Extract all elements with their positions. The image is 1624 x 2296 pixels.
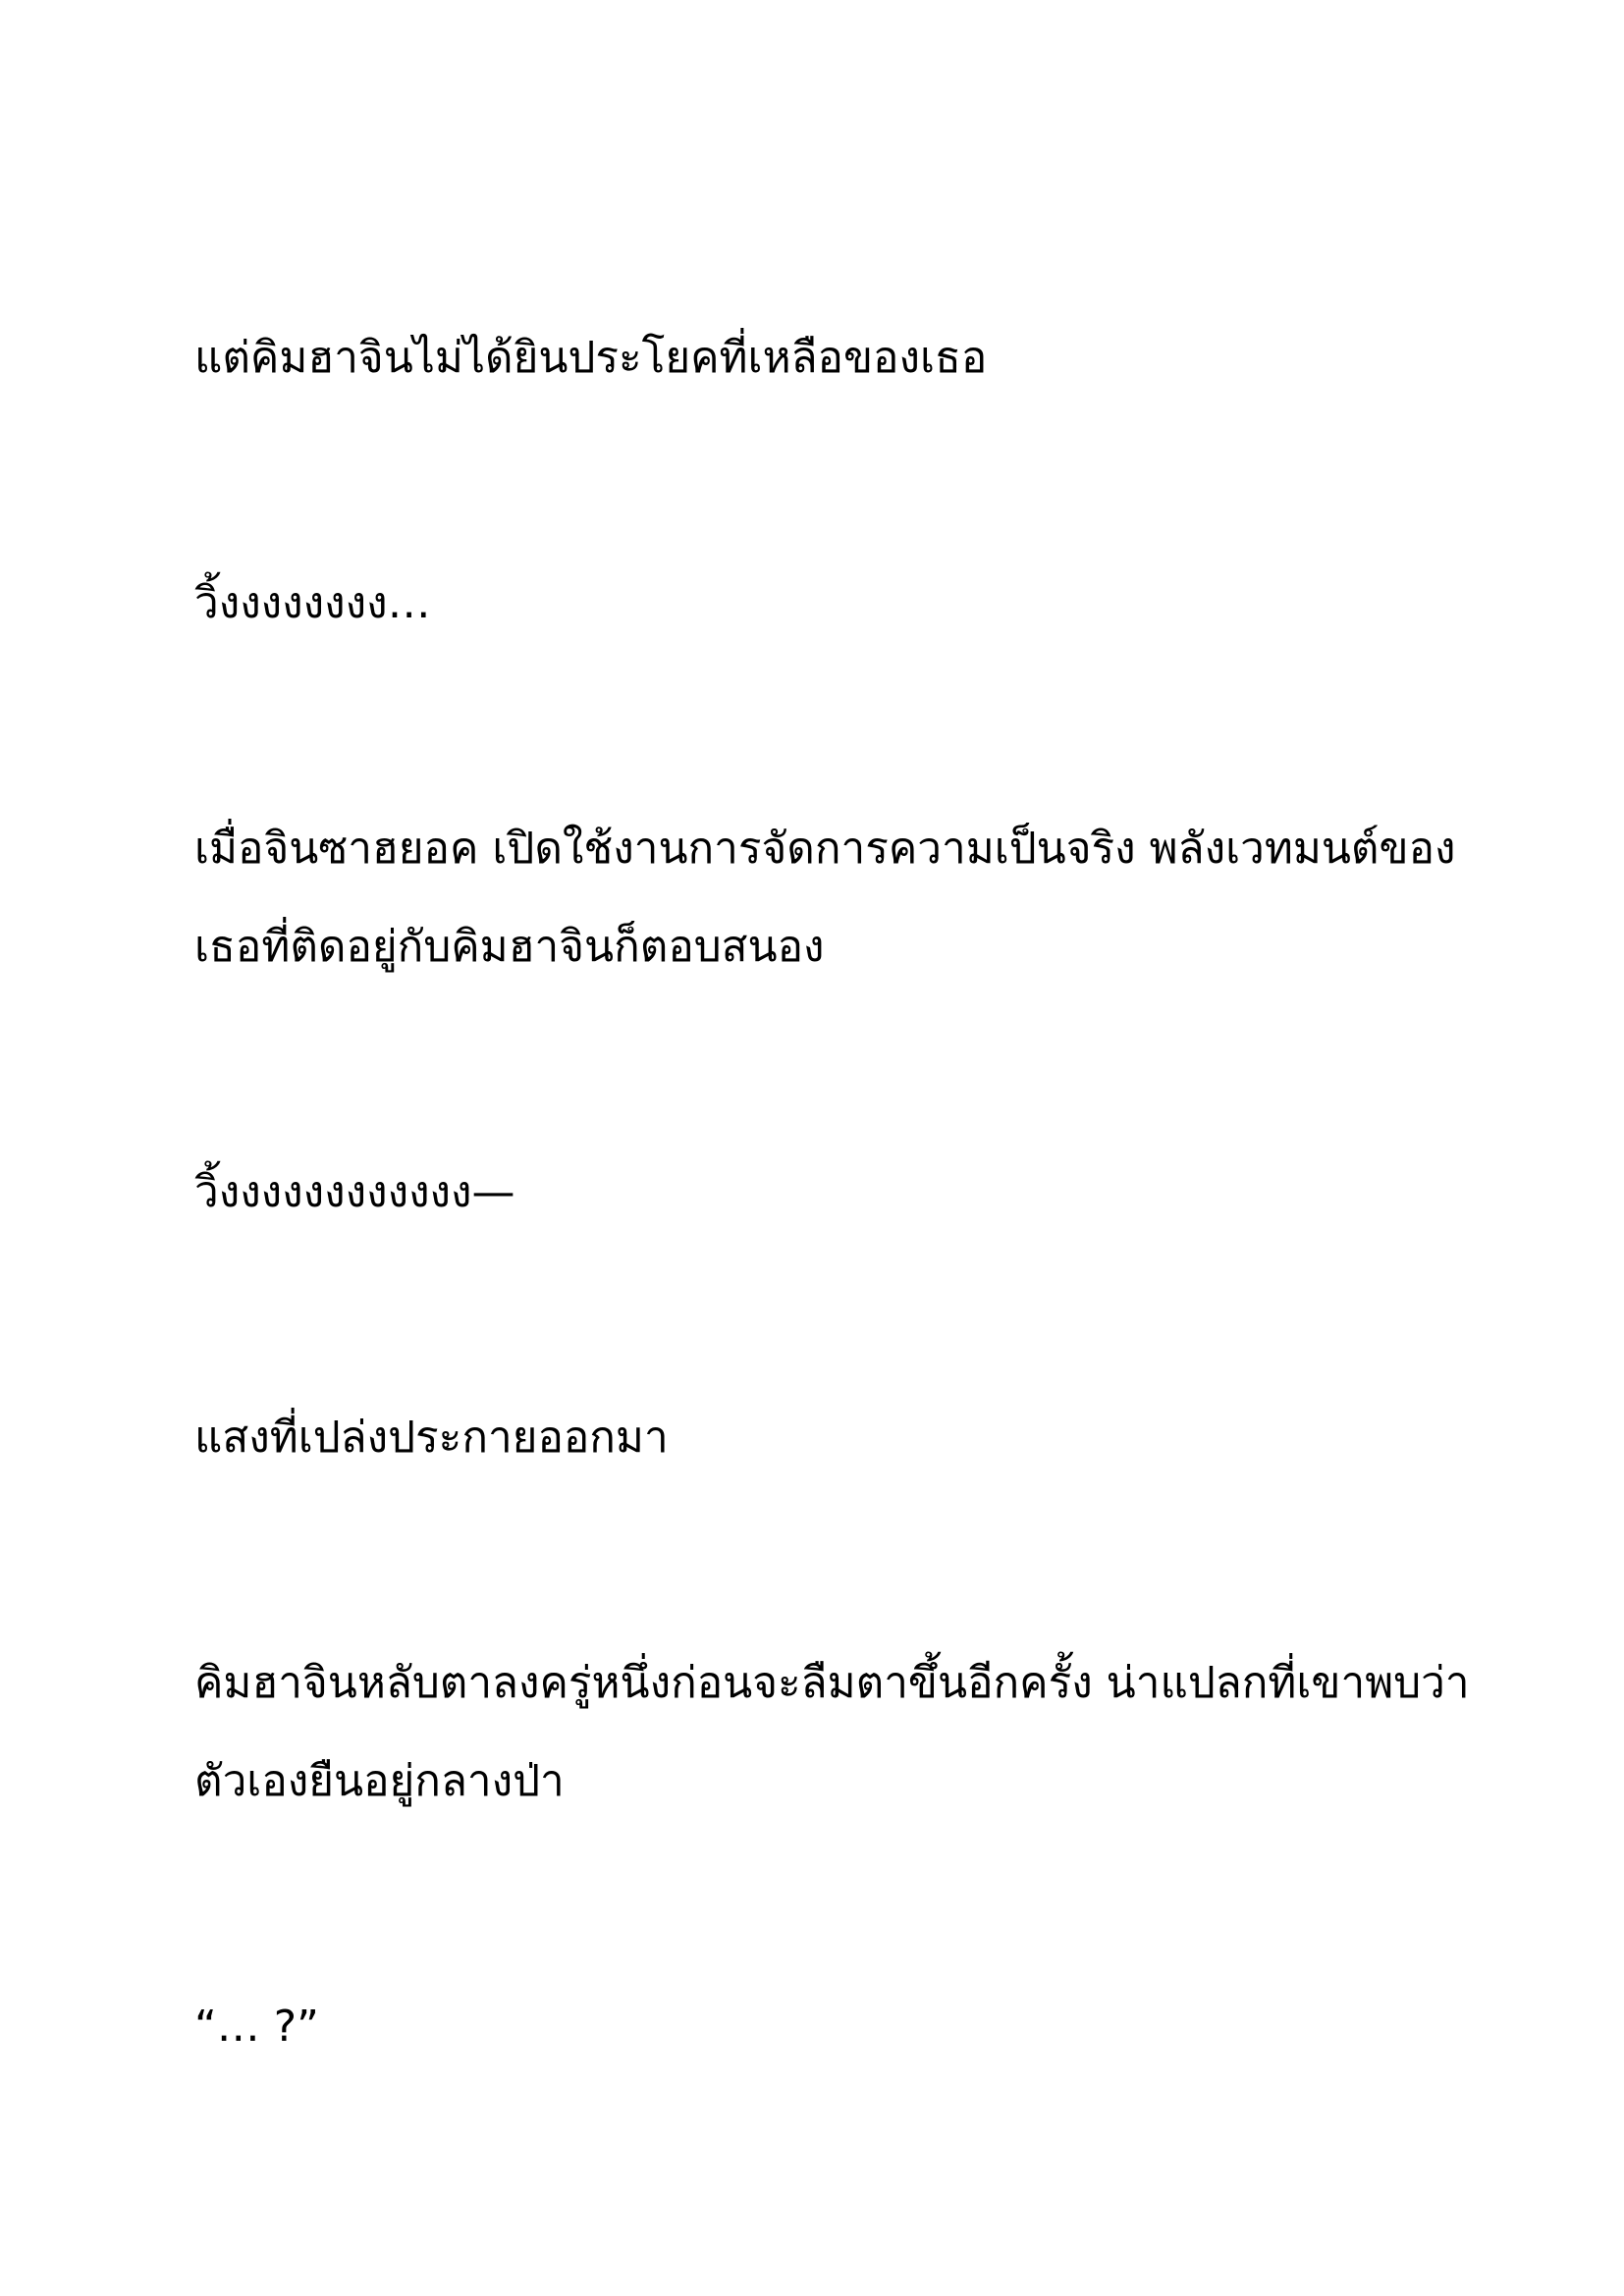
paragraph-line: เธอที่ติดอยู่กับคิมฮาจินก็ตอบสนอง	[194, 922, 825, 972]
paragraph-2	[194, 555, 1451, 653]
paragraph-line: วิ้งงงงงงงงงงงง—	[194, 1167, 515, 1217]
paragraph-line: ตัวเองยืนอยู่กลางป่า	[194, 1756, 565, 1806]
paragraph-line: คิมฮาจินหลับตาลงครู่หนึ่งก่อนจะลืมตาขึ้นอีกครั้ง น่าแปลกที่เขาพบว่า	[194, 1658, 1470, 1708]
paragraph-6	[194, 1634, 1470, 1831]
paragraph-line: แต่คิมฮาจินไม่ได้ยินประโยคที่เหลือของเธอ	[194, 333, 988, 383]
paragraph-line: “… ?”	[194, 2002, 319, 2052]
paragraph-1	[194, 309, 1451, 407]
paragraph-5	[194, 1389, 1451, 1487]
paragraph-line: วิ้งงงงงงงง…	[194, 578, 431, 628]
paragraph-4	[194, 1144, 1451, 1242]
paragraph-7	[194, 1978, 1451, 2076]
paragraph-line: แสงที่เปล่งประกายออกมา	[194, 1413, 669, 1463]
paragraph-3	[194, 800, 1456, 996]
paragraph-line: เมื่อจินซาฮยอค เปิดใช้งานการจัดการความเป็นจริง พลังเวทมนต์ของ	[194, 824, 1456, 874]
